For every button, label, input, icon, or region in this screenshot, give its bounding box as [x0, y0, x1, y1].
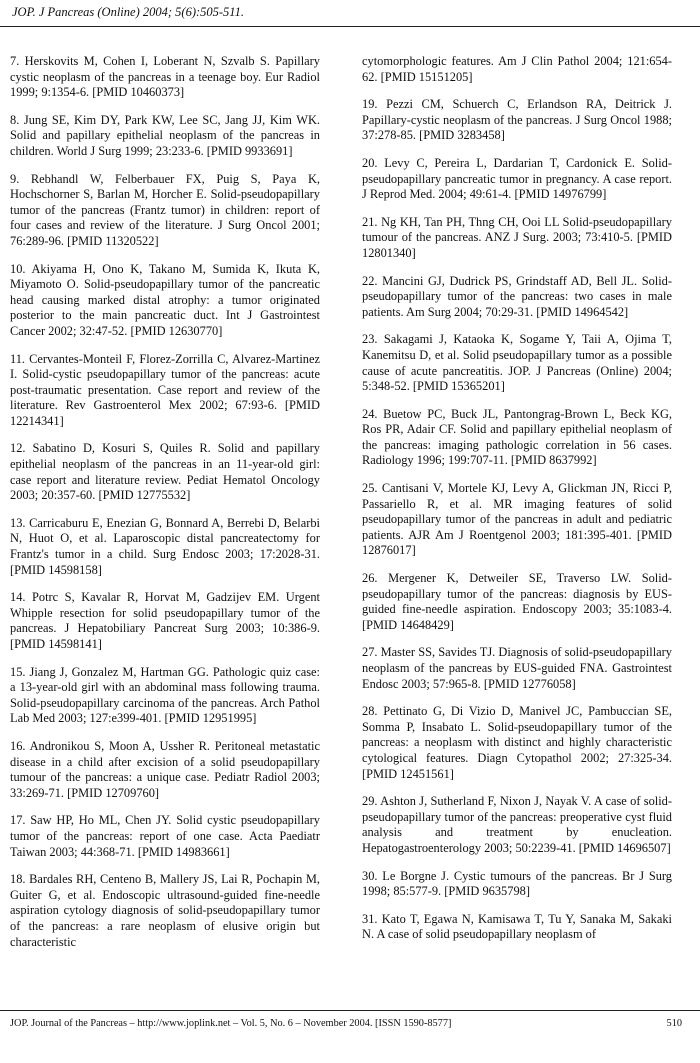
reference-item: 14. Potrc S, Kavalar R, Horvat M, Gadzijev EM. Urgent Whipple resection for solid pseudopapillary tumor of the pancreas. J Hepatobiliary Pancreat Surg 2003; 10:386-9. [PMID 14598141]: [10, 590, 320, 651]
reference-item: 31. Kato T, Egawa N, Kamisawa T, Tu Y, Sanaka M, Sakaki N. A case of solid pseudopapillary neoplasm of: [362, 911, 672, 942]
reference-item: 28. Pettinato G, Di Vizio D, Manivel JC, Pambuccian SE, Somma P, Insabato L. Solid-pseudopapillary tumor of the pancreas: a neoplasm with distinct and highly characteristic cytological features. Diagn Cytopathol 2002; 27:325-34. [PMID 12451561]: [362, 704, 672, 781]
reference-item: 25. Cantisani V, Mortele KJ, Levy A, Glickman JN, Ricci P, Passariello R, et al. MR imaging features of solid pseudopapillary tumor of the pancreas in adult and pediatric patients. AJR Am J Roentgenol 2003; 181:395-401. [PMID 12876017]: [362, 481, 672, 558]
reference-item: 24. Buetow PC, Buck JL, Pantongrag-Brown L, Beck KG, Ros PR, Adair CF. Solid and papillary epithelial neoplasm of the pancreas: imaging pathologic correlation in 56 cases. Radiology 1996; 199:707-11. [PMID 8637992]: [362, 406, 672, 468]
reference-item: 19. Pezzi CM, Schuerch C, Erlandson RA, Deitrick J. Papillary-cystic neoplasm of the pancreas. J Surg Oncol 1988; 37:278-85. [PMID 3283458]: [362, 97, 672, 143]
reference-item: 27. Master SS, Savides TJ. Diagnosis of solid-pseudopapillary neoplasm of the pancreas by EUS-guided FNA. Gastrointest Endosc 2003; 57:965-8. [PMID 12776058]: [362, 645, 672, 691]
header-divider: [0, 26, 700, 27]
reference-item: 7. Herskovits M, Cohen I, Loberant N, Szvalb S. Papillary cystic neoplasm of the pancreas in a teenage boy. Eur Radiol 1999; 9:1354-6. [PMID 10460373]: [10, 54, 320, 100]
reference-item: 9. Rebhandl W, Felberbauer FX, Puig S, Paya K, Hochschorner S, Barlan M, Horcher E. Solid-pseudopapillary tumor of the pancreas (Frantz tumor) in children: report of four cases and review of the literature. J Surg Oncol 2001; 76:289-96. [PMID 11320522]: [10, 171, 320, 248]
reference-item: 26. Mergener K, Detweiler SE, Traverso LW. Solid-pseudopapillary tumor of the pancreas: diagnosis by EUS-guided fine-needle aspiration. Endoscopy 2003; 35:1083-4. [PMID 14648429]: [362, 571, 672, 632]
footer-divider: [0, 1010, 700, 1011]
reference-item: 21. Ng KH, Tan PH, Thng CH, Ooi LL Solid-pseudopapillary tumour of the pancreas. ANZ J Surg. 2003; 73:410-5. [PMID 12801340]: [362, 214, 672, 260]
reference-item: 23. Sakagami J, Kataoka K, Sogame Y, Taii A, Ojima T, Kanemitsu D, et al. Solid pseudopapillary tumor as a possible cause of acute pancreatitis. JOP. J Pancreas (Online) 2004; 5:348-52. [PMID 15365201]: [362, 332, 672, 394]
references-right-column: [362, 54, 672, 955]
reference-item: 10. Akiyama H, Ono K, Takano M, Sumida K, Ikuta K, Miyamoto O. Solid-pseudopapillary tumor of the pancreatic head causing marked distal atrophy: a tumor originated posterior to the main pancreatic duct. Int J Gastrointest Cancer 2002; 32:47-52. [PMID 12630770]: [10, 261, 320, 338]
reference-item: 17. Saw HP, Ho ML, Chen JY. Solid cystic pseudopapillary tumor of the pancreas: report of one case. Acta Paediatr Taiwan 2003; 44:368-71. [PMID 14983661]: [10, 813, 320, 859]
reference-item: 20. Levy C, Pereira L, Dardarian T, Cardonick E. Solid-pseudopapillary pancreatic tumor in pregnancy. A case report. J Reprod Med. 2004; 49:61-4. [PMID 14976799]: [362, 155, 672, 202]
reference-item: 15. Jiang J, Gonzalez M, Hartman GG. Pathologic quiz case: a 13-year-old girl with an abdominal mass following trauma. Solid-pseudopapillary carcinoma of the pancreas. Arch Pathol Lab Med 2003; 127:e399-401. [PMID 12951995]: [10, 664, 320, 726]
reference-item: 29. Ashton J, Sutherland F, Nixon J, Nayak V. A case of solid-pseudopapillary tumor of the pancreas: preoperative cyst fluid analysis and treatment by enucleation. Hepatogastroenterology 2003; 50:2239-41. [PMID 14696507]: [362, 794, 672, 855]
reference-item: 16. Andronikou S, Moon A, Ussher R. Peritoneal metastatic disease in a child after excision of a solid pseudopapillary tumour of the pancreas: a unique case. Pediatr Radiol 2003; 33:269-71. [PMID 12709760]: [10, 738, 320, 800]
reference-item: cytomorphologic features. Am J Clin Pathol 2004; 121:654-62. [PMID 15151205]: [362, 54, 672, 84]
reference-item: 13. Carricaburu E, Enezian G, Bonnard A, Berrebi D, Belarbi N, Huot O, et al. Laparoscopic distal pancreatectomy for Frantz's tumor in a child. Surg Endosc 2003; 17:2028-31. [PMID 14598158]: [10, 515, 320, 577]
reference-item: 8. Jung SE, Kim DY, Park KW, Lee SC, Jang JJ, Kim WK. Solid and papillary epithelial neoplasm of the pancreas in children. World J Surg 1999; 23:233-6. [PMID 9933691]: [10, 112, 320, 158]
page-number: 510: [666, 1018, 682, 1029]
journal-footer: JOP. Journal of the Pancreas – http://www.joplink.net – Vol. 5, No. 6 – November 2004. [ISSN 1590-8577]: [10, 1018, 452, 1029]
reference-item: 30. Le Borgne J. Cystic tumours of the pancreas. Br J Surg 1998; 85:577-9. [PMID 9635798]: [362, 868, 672, 899]
reference-item: 22. Mancini GJ, Dudrick PS, Grindstaff AD, Bell JL. Solid-pseudopapillary tumor of the pancreas: two cases in male patients. Am Surg 2004; 70:29-31. [PMID 14964542]: [362, 273, 672, 319]
references-left-column: [10, 54, 320, 962]
reference-item: 11. Cervantes-Monteil F, Florez-Zorrilla C, Alvarez-Martinez I. Solid-cystic pseudopapillary tumor of the pancreas: acute post-traumatic presentation. Case report and review of the literature. Rev Gastroenterol Mex 2002; 67:93-6. [PMID 12214341]: [10, 351, 320, 428]
reference-item: 12. Sabatino D, Kosuri S, Quiles R. Solid and papillary epithelial neoplasm of the pancreas in an 11-year-old girl: case report and literature review. Pediat Hematol Oncology 2003; 20:357-60. [PMID 12775532]: [10, 441, 320, 503]
reference-item: 18. Bardales RH, Centeno B, Mallery JS, Lai R, Pochapin M, Guiter G, et al. Endoscopic ultrasound-guided fine-needle aspiration cytology diagnosis of solid-pseudopapillary tumor of the pancreas: a rare neoplasm of elusive origin but characteristic: [10, 872, 320, 949]
running-title: JOP. J Pancreas (Online) 2004; 5(6):505-511.: [12, 5, 245, 19]
